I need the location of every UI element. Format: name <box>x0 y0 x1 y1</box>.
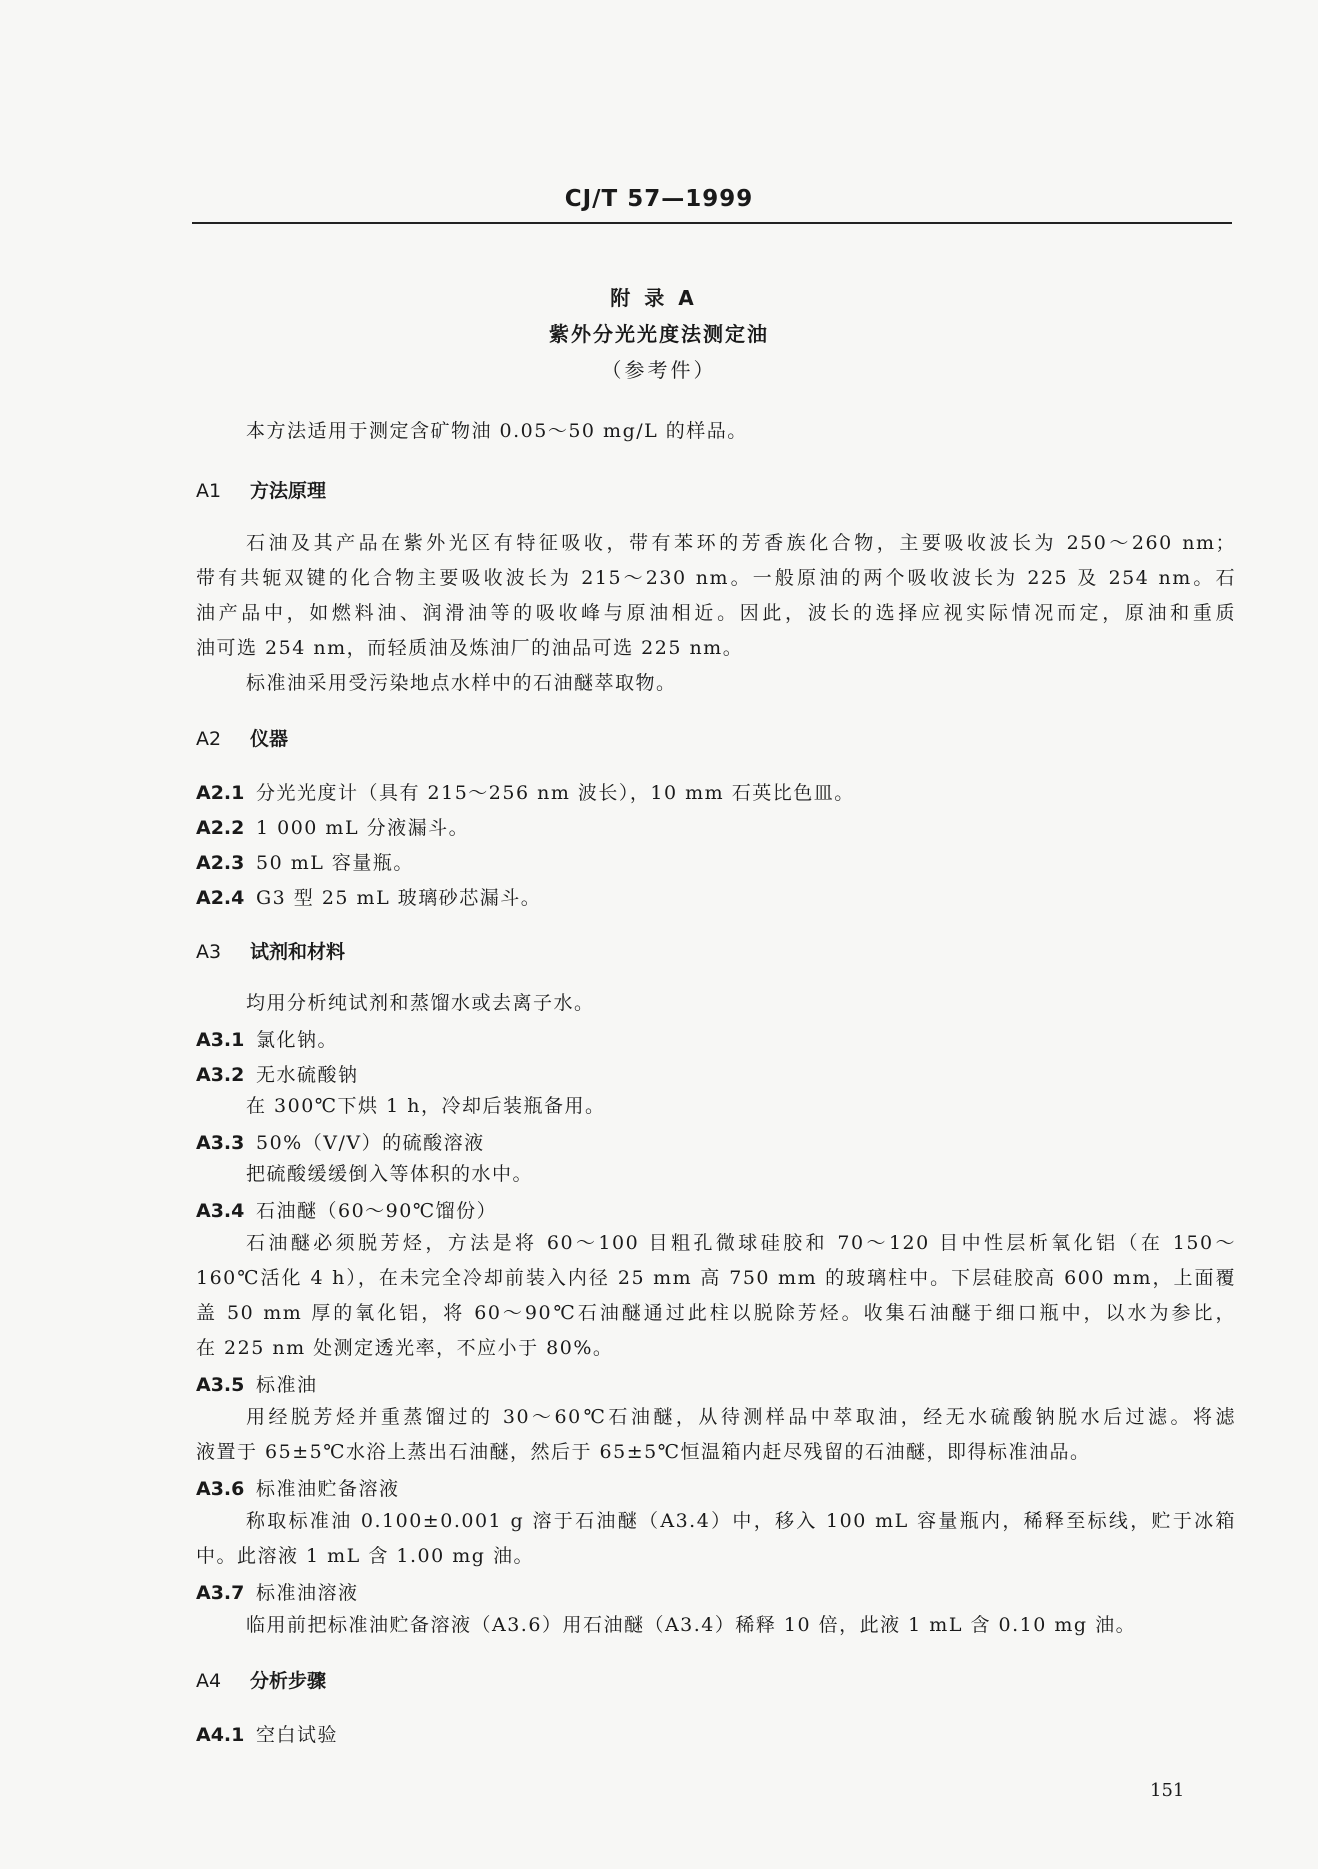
a3-7 <box>196 1578 359 1605</box>
item-number: A2.4 <box>196 887 245 909</box>
item-number: A3.1 <box>196 1029 245 1051</box>
item-text: 分光光度计（具有 215～256 nm 波长），10 mm 石英比色皿。 <box>256 782 855 804</box>
appendix-note: （参考件） <box>601 358 717 382</box>
page-number: 151 <box>1150 1780 1185 1801</box>
list-item <box>196 813 469 840</box>
item-number: A3.7 <box>196 1582 245 1604</box>
item-number: A3.4 <box>196 1200 245 1222</box>
item-text: 50%（V/V）的硫酸溶液 <box>256 1132 485 1154</box>
a1-line-1: 石油及其产品在紫外光区有特征吸收，带有苯环的芳香族化合物，主要吸收波长为 250～260 nm； <box>246 532 1236 554</box>
appendix-title: 紫外分光光度法测定油 <box>549 322 769 346</box>
a3-3 <box>196 1128 485 1155</box>
section-a4-heading <box>196 1666 326 1693</box>
a1-line-3: 油产品中，如燃料油、润滑油等的吸收峰与原油相近。因此，波长的选择应视实际情况而定，原油和重质 <box>196 602 1236 624</box>
item-number: A2.1 <box>196 782 245 804</box>
item-text: 标准油溶液 <box>256 1582 359 1604</box>
header-rule <box>192 222 1232 224</box>
item-text: 氯化钠。 <box>256 1029 339 1051</box>
section-title: 方法原理 <box>250 480 327 502</box>
a1-paragraph-2: 标准油采用受污染地点水样中的石油醚萃取物。 <box>246 672 677 694</box>
standard-code: CJ/T 57—1999 <box>564 186 754 212</box>
section-number: A1 <box>196 480 222 502</box>
item-text: 标准油贮备溶液 <box>256 1478 400 1500</box>
item-text: 50 mL 容量瓶。 <box>256 852 414 874</box>
item-text: 空白试验 <box>256 1724 339 1746</box>
item-number: A3.2 <box>196 1064 245 1086</box>
item-number: A3.6 <box>196 1478 245 1500</box>
intro-paragraph: 本方法适用于测定含矿物油 0.05～50 mg/L 的样品。 <box>246 420 748 442</box>
section-a1-heading <box>196 476 326 503</box>
section-title: 试剂和材料 <box>250 941 346 963</box>
a3-2 <box>196 1060 359 1087</box>
a3-6-line-1: 称取标准油 0.100±0.001 g 溶于石油醚（A3.4）中，移入 100 mL 容量瓶内，稀释至标线，贮于冰箱 <box>246 1510 1236 1532</box>
a3-1 <box>196 1025 338 1052</box>
item-text: 标准油 <box>256 1374 318 1396</box>
a3-2-body: 在 300℃下烘 1 h，冷却后装瓶备用。 <box>246 1095 606 1117</box>
a3-4-line-2: 160℃活化 4 h），在未完全冷却前装入内径 25 mm 高 750 mm 的玻璃柱中。下层硅胶高 600 mm，上面覆 <box>196 1267 1236 1289</box>
list-item <box>196 883 541 910</box>
item-text: 无水硫酸钠 <box>256 1064 359 1086</box>
item-number: A2.2 <box>196 817 245 839</box>
item-number: A3.3 <box>196 1132 245 1154</box>
item-number: A2.3 <box>196 852 245 874</box>
item-text: 石油醚（60～90℃馏份） <box>256 1200 498 1222</box>
a3-5 <box>196 1370 318 1397</box>
a3-4 <box>196 1196 497 1223</box>
a4-1 <box>196 1720 338 1747</box>
a1-line-2: 带有共轭双键的化合物主要吸收波长为 215～230 nm。一般原油的两个吸收波长为 225 及 254 nm。石 <box>196 567 1236 589</box>
appendix-label: 附录A <box>610 286 708 310</box>
a3-intro: 均用分析纯试剂和蒸馏水或去离子水。 <box>246 992 595 1014</box>
a3-4-line-1: 石油醚必须脱芳烃，方法是将 60～100 目粗孔微球硅胶和 70～120 目中性层析氧化铝（在 150～ <box>246 1232 1236 1254</box>
a3-6 <box>196 1474 400 1501</box>
a3-7-body: 临用前把标准油贮备溶液（A3.6）用石油醚（A3.4）稀释 10 倍，此液 1 mL 含 0.10 mg 油。 <box>246 1614 1137 1636</box>
section-number: A2 <box>196 728 222 750</box>
item-number: A3.5 <box>196 1374 245 1396</box>
section-title: 分析步骤 <box>250 1670 327 1692</box>
a3-5-line-1: 用经脱芳烃并重蒸馏过的 30～60℃石油醚，从待测样品中萃取油，经无水硫酸钠脱水后过滤。将滤 <box>246 1406 1236 1428</box>
item-number: A4.1 <box>196 1724 245 1746</box>
section-number: A4 <box>196 1670 222 1692</box>
item-text: 1 000 mL 分液漏斗。 <box>256 817 470 839</box>
section-number: A3 <box>196 941 222 963</box>
a3-4-line-4: 在 225 nm 处测定透光率，不应小于 80%。 <box>196 1337 614 1359</box>
list-item <box>196 778 855 805</box>
list-item <box>196 848 414 875</box>
a3-3-body: 把硫酸缓缓倒入等体积的水中。 <box>246 1163 534 1185</box>
section-a3-heading <box>196 937 345 964</box>
section-title: 仪器 <box>250 728 289 750</box>
section-a2-heading <box>196 724 288 751</box>
a3-5-line-2: 液置于 65±5℃水浴上蒸出石油醚，然后于 65±5℃恒温箱内赶尽残留的石油醚，即得标准油品。 <box>196 1441 1091 1463</box>
a1-line-4: 油可选 254 nm，而轻质油及炼油厂的油品可选 225 nm。 <box>196 637 744 659</box>
a3-4-line-3: 盖 50 mm 厚的氧化铝，将 60～90℃石油醚通过此柱以脱除芳烃。收集石油醚于细口瓶中，以水为参比， <box>196 1302 1236 1324</box>
item-text: G3 型 25 mL 玻璃砂芯漏斗。 <box>256 887 542 909</box>
a3-6-line-2: 中。此溶液 1 mL 含 1.00 mg 油。 <box>196 1545 534 1567</box>
